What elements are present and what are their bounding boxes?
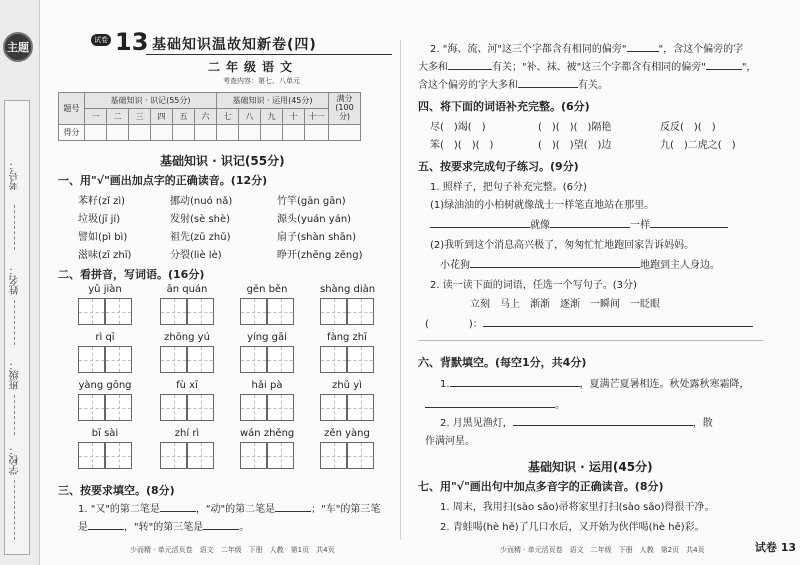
- writing-cell[interactable]: [160, 298, 187, 325]
- question-number-header: 题号: [59, 93, 85, 125]
- q1-item[interactable]: 源头(yuán yán): [277, 214, 352, 225]
- paper-badge: 试卷: [91, 34, 111, 46]
- pinyin-group: fù xī: [160, 380, 214, 421]
- column-divider: [400, 40, 401, 540]
- q1-item[interactable]: 扇子(shàn shān): [277, 232, 357, 243]
- q6-line-2b: 作满河星。: [425, 436, 475, 447]
- title-underline: [146, 54, 392, 55]
- question-number: 二: [107, 109, 129, 125]
- pinyin-group: ān quán: [160, 284, 214, 325]
- writing-cell[interactable]: [267, 298, 294, 325]
- q4-item[interactable]: 尽( )竭( ): [430, 122, 486, 133]
- writing-cell[interactable]: [320, 346, 347, 373]
- paper-tag: 试卷 13: [754, 541, 796, 554]
- q1-item[interactable]: 竹竿(gān gān): [277, 196, 346, 207]
- writing-cell[interactable]: [160, 394, 187, 421]
- score-cell[interactable]: [305, 125, 329, 141]
- score-row-label: 得分: [59, 125, 85, 141]
- answer-blank[interactable]: [470, 267, 640, 268]
- writing-cell[interactable]: [78, 346, 105, 373]
- part-title-recall: 基础知识 · 识记(55分): [160, 154, 285, 168]
- question-number: 九: [261, 109, 283, 125]
- q1-item[interactable]: 滋味(zī zhī): [78, 250, 132, 261]
- brand-logo: 主题: [3, 32, 33, 62]
- pinyin-group: yíng gāi: [240, 332, 294, 373]
- q3-2-line-2: 大多和 有关；"补、袜、被"这三个字都含有相同的偏旁" "，: [418, 62, 757, 73]
- section-separator: [418, 340, 763, 341]
- fill-line: [14, 480, 15, 540]
- q3-line-1: 1. "又"的第二笔是 ，"动"的第二笔是 ；"车"的第三笔: [78, 504, 381, 515]
- q1-item[interactable]: 祖先(zǔ zhǔ): [170, 232, 231, 243]
- q6-line-1: 1. ，夏满芒夏暑相连。秋处露秋寒霜降，: [440, 379, 750, 390]
- writing-cell[interactable]: [160, 346, 187, 373]
- question-4-title: 四、将下面的词语补充完整。(6分): [418, 100, 590, 113]
- fill-line: [14, 205, 15, 250]
- q1-item[interactable]: 挪动(nuó nǎ): [170, 196, 233, 207]
- page-footer-right: 少而精 · 单元活页卷 语文 二年级 下册 人教 第2页 共4页: [500, 546, 705, 554]
- question-number: 三: [129, 109, 151, 125]
- pinyin-group: zěn yàng: [320, 428, 374, 469]
- total-header: 满分 (100分): [329, 93, 361, 125]
- writing-cell[interactable]: [267, 346, 294, 373]
- q6-line-2: 2. 月黑见渔灯， ，散: [440, 418, 713, 429]
- score-cell[interactable]: [151, 125, 173, 141]
- question-6-title: 六、背默填空。(每空1分，共4分): [418, 356, 587, 369]
- answer-blank[interactable]: [275, 511, 311, 512]
- question-number: 十一: [305, 109, 329, 125]
- question-number: 五: [173, 109, 195, 125]
- writing-cell[interactable]: [78, 442, 105, 469]
- q1-item[interactable]: 苯籽(zǐ zì): [78, 196, 126, 207]
- pinyin-group: zhí rì: [160, 428, 214, 469]
- q5-1-1-example: (1)绿油油的小柏树就像战士一样笔直地站在那里。: [430, 200, 655, 211]
- writing-cell[interactable]: [187, 346, 214, 373]
- answer-blank[interactable]: [627, 51, 659, 52]
- score-cell[interactable]: [283, 125, 305, 141]
- answer-blank[interactable]: [483, 326, 753, 327]
- q7-item[interactable]: 1. 周末，我用扫(sào sǎo)帚将家里打扫(sào sǎo)得很干净。: [440, 502, 715, 513]
- question-1-title: 一、用"√"画出加点字的正确读音。(12分): [58, 174, 268, 187]
- exam-header: [58, 30, 394, 88]
- number-field-label: 考号：: [10, 160, 21, 190]
- answer-blank[interactable]: [450, 386, 580, 387]
- total-score-cell[interactable]: [329, 125, 361, 141]
- score-cell[interactable]: [173, 125, 195, 141]
- q5-1-instruction: 1. 照样子，把句子补充完整。(6分): [430, 182, 587, 193]
- q4-item[interactable]: 反反( )( ): [660, 122, 716, 133]
- answer-blank[interactable]: [518, 87, 578, 88]
- writing-cell[interactable]: [78, 394, 105, 421]
- writing-cell[interactable]: [105, 394, 132, 421]
- writing-cell[interactable]: [347, 442, 374, 469]
- score-cell[interactable]: [107, 125, 129, 141]
- pinyin-group: yǔ jiàn: [78, 284, 132, 325]
- exam-subtitle: 二年级语文: [208, 60, 299, 74]
- writing-cell[interactable]: [187, 442, 214, 469]
- score-cell[interactable]: [239, 125, 261, 141]
- writing-cell[interactable]: [240, 298, 267, 325]
- name-field-label: 姓名：: [10, 265, 21, 295]
- writing-cell[interactable]: [240, 346, 267, 373]
- q5-1-2-answer: 小花狗 地跑到主人身边。: [440, 260, 720, 271]
- question-number: 八: [239, 109, 261, 125]
- class-field-label: 班级：: [10, 360, 21, 390]
- pinyin-group: shàng diàn: [320, 284, 375, 325]
- q4-item[interactable]: ( )( )望( )边: [538, 140, 612, 151]
- pinyin-group: bī sài: [78, 428, 132, 469]
- answer-blank[interactable]: [513, 425, 693, 426]
- writing-cell[interactable]: [187, 394, 214, 421]
- answer-blank[interactable]: [706, 69, 742, 70]
- question-5-title: 五、按要求完成句子练习。(9分): [418, 160, 579, 173]
- q3-2-line-1: 2. "海、流、河"这三个字都含有相同的偏旁" "，含这个偏旁的字: [430, 44, 744, 55]
- school-field-label: 学校：: [10, 445, 21, 475]
- writing-cell[interactable]: [347, 298, 374, 325]
- question-number: 十: [283, 109, 305, 125]
- answer-blank[interactable]: [88, 529, 124, 530]
- writing-cell[interactable]: [105, 346, 132, 373]
- q1-item[interactable]: 垃圾(jī jí): [78, 214, 121, 225]
- exam-scope: 考查内容：第七、八单元: [223, 77, 300, 85]
- score-cell[interactable]: [129, 125, 151, 141]
- answer-blank[interactable]: [425, 407, 555, 408]
- score-cell[interactable]: [261, 125, 283, 141]
- pinyin-group: gēn běn: [240, 284, 294, 325]
- writing-cell[interactable]: [320, 442, 347, 469]
- fill-line: [14, 395, 15, 435]
- pinyin-group: zhōng yú: [160, 332, 214, 373]
- q4-item[interactable]: 九( )二虎之( ): [660, 140, 736, 151]
- score-table: [58, 92, 361, 141]
- q5-1-2-example: (2)我听到这个消息高兴极了，匆匆忙忙地跑回家告诉妈妈。: [430, 240, 695, 251]
- writing-cell[interactable]: [267, 394, 294, 421]
- group1-header: 基础知识 · 识记(55分): [85, 93, 217, 109]
- pinyin-group: yàng gōng: [78, 380, 132, 421]
- answer-blank[interactable]: [160, 511, 196, 512]
- q5-2-instruction: 2. 读一读下面的词语，任选一个写句子。(3分): [430, 280, 637, 291]
- writing-cell[interactable]: [187, 298, 214, 325]
- pinyin-group: zhǔ yì: [320, 380, 374, 421]
- binding-strip: [0, 0, 40, 565]
- q1-item[interactable]: 睁开(zhēng zēng): [277, 250, 363, 261]
- writing-cell[interactable]: [78, 298, 105, 325]
- writing-cell[interactable]: [240, 442, 267, 469]
- question-3-title: 三、按要求填空。(8分): [58, 484, 175, 497]
- q3-2-line-3: 含这个偏旁的字大多和 有关。: [418, 80, 608, 91]
- writing-cell[interactable]: [105, 442, 132, 469]
- question-number: 七: [217, 109, 239, 125]
- group2-header: 基础知识 · 运用(45分): [217, 93, 329, 109]
- writing-cell[interactable]: [240, 394, 267, 421]
- question-2-title: 二、看拼音，写词语。(16分): [58, 268, 205, 281]
- paper-number: 13: [115, 28, 149, 56]
- q4-item[interactable]: ( )( )( )隔艳: [538, 122, 612, 133]
- answer-blank[interactable]: [650, 227, 728, 228]
- q1-item[interactable]: 分裂(liè lè): [170, 250, 222, 261]
- fill-line: [14, 300, 15, 345]
- answer-blank[interactable]: [448, 69, 492, 70]
- q7-item[interactable]: 2. 青蛙喝(hè hē)了几口水后，又开始为伙伴喝(hè hē)彩。: [440, 522, 705, 533]
- q3-line-2: 是 ，"转"的第三笔是 。: [78, 522, 250, 533]
- pinyin-group: hǎi pà: [240, 380, 294, 421]
- exam-title: 基础知识温故知新卷(四): [152, 37, 317, 53]
- writing-cell[interactable]: [347, 394, 374, 421]
- question-number: 四: [151, 109, 173, 125]
- question-7-title: 七、用"√"画出句中加点多音字的正确读音。(8分): [418, 480, 664, 493]
- writing-cell[interactable]: [347, 346, 374, 373]
- q1-item[interactable]: 发射(sè shè): [170, 214, 231, 225]
- q5-2-word-list: 立刻 马上 渐渐 逐渐 一瞬间 一眨眼: [470, 299, 660, 310]
- pinyin-group: rì qī: [78, 332, 132, 373]
- writing-cell[interactable]: [267, 442, 294, 469]
- writing-cell[interactable]: [320, 394, 347, 421]
- answer-blank[interactable]: [203, 529, 239, 530]
- q5-2-answer: ( )：: [425, 315, 753, 330]
- writing-cell[interactable]: [105, 298, 132, 325]
- question-number: 六: [195, 109, 217, 125]
- writing-cell[interactable]: [160, 442, 187, 469]
- pinyin-group: wán zhěng: [240, 428, 294, 469]
- pinyin-group: fàng zhī: [320, 332, 374, 373]
- score-cell[interactable]: [195, 125, 217, 141]
- answer-blank[interactable]: [550, 227, 630, 228]
- page-footer-left: 少而精 · 单元活页卷 语文 二年级 下册 人教 第1页 共4页: [130, 546, 335, 554]
- answer-blank[interactable]: [430, 227, 530, 228]
- q5-1-1-answer: 就像 一样: [430, 216, 728, 231]
- writing-cell[interactable]: [320, 298, 347, 325]
- question-number: 一: [85, 109, 107, 125]
- part-title-application: 基础知识 · 运用(45分): [528, 460, 653, 474]
- q4-item[interactable]: 笨( )( )( ): [430, 140, 494, 151]
- score-cell[interactable]: [85, 125, 107, 141]
- score-cell[interactable]: [217, 125, 239, 141]
- q6-line-1b: 。: [425, 396, 565, 411]
- q1-item[interactable]: 譬如(pì bì): [78, 232, 128, 243]
